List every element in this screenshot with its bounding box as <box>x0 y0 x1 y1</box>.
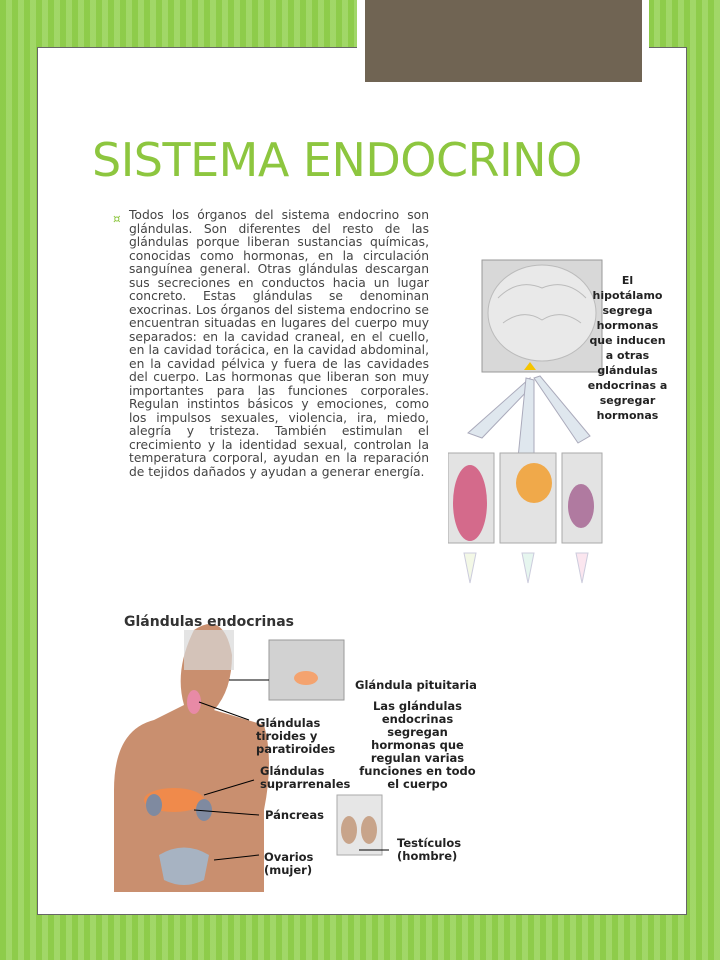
bullet-icon: ¤ <box>113 212 121 226</box>
hypothalamus-caption: El hipotálamo segrega hormonas que inducen a otras glándulas endocrinas a segregar hormonas <box>587 274 668 422</box>
label-pancreas: Páncreas <box>265 808 324 822</box>
bullet-paragraph: Todos los órganos del sistema endocrino son glándulas. Son diferentes del resto de las glándulas porque liberan sustancias químicas, conocidas como hormonas, en la circulación sanguínea general. Otras glándulas descargan sus secreciones en conductos hacia un lugar concreto. Estas glándulas se denominan exocrinas. Los órganos del sistema endocrino se encuentran situadas en lugares del cuerpo muy separados: en la cavidad craneal, en el cuello, en la cavidad torácica, en la cavidad abdominal, en la cavidad pélvica y fuera de las cavidades del cuerpo. Las hormonas que liberan son muy importantes para las funciones corporales. Regulan instintos básicos y emociones, como los impulsos sexuales, violencia, ira, miedo, alegría y tristeza. También estimulan el crecimiento y la identidad sexual, controlan la temperatura corporal, ayudan en la reparación de tejidos dañados y ayudan a generar energía. <box>129 208 429 479</box>
label-ovaries: Ovarios (mujer) <box>264 850 314 877</box>
title-accent-block <box>365 0 642 82</box>
glands-title: Glándulas endocrinas <box>124 614 294 630</box>
slide-title: SISTEMA ENDOCRINO <box>92 133 582 187</box>
label-testicles: Testículos (hombre) <box>397 836 462 863</box>
label-glands-description: Las glándulas endocrinas segregan hormonas que regulan varias funciones en todo el cuerpo <box>359 699 476 791</box>
label-adrenal: Glándulas suprarrenales <box>260 764 351 791</box>
label-pituitary: Glándula pituitaria <box>355 678 477 692</box>
label-thyroid: Glándulas tiroides y paratiroides <box>256 716 336 756</box>
